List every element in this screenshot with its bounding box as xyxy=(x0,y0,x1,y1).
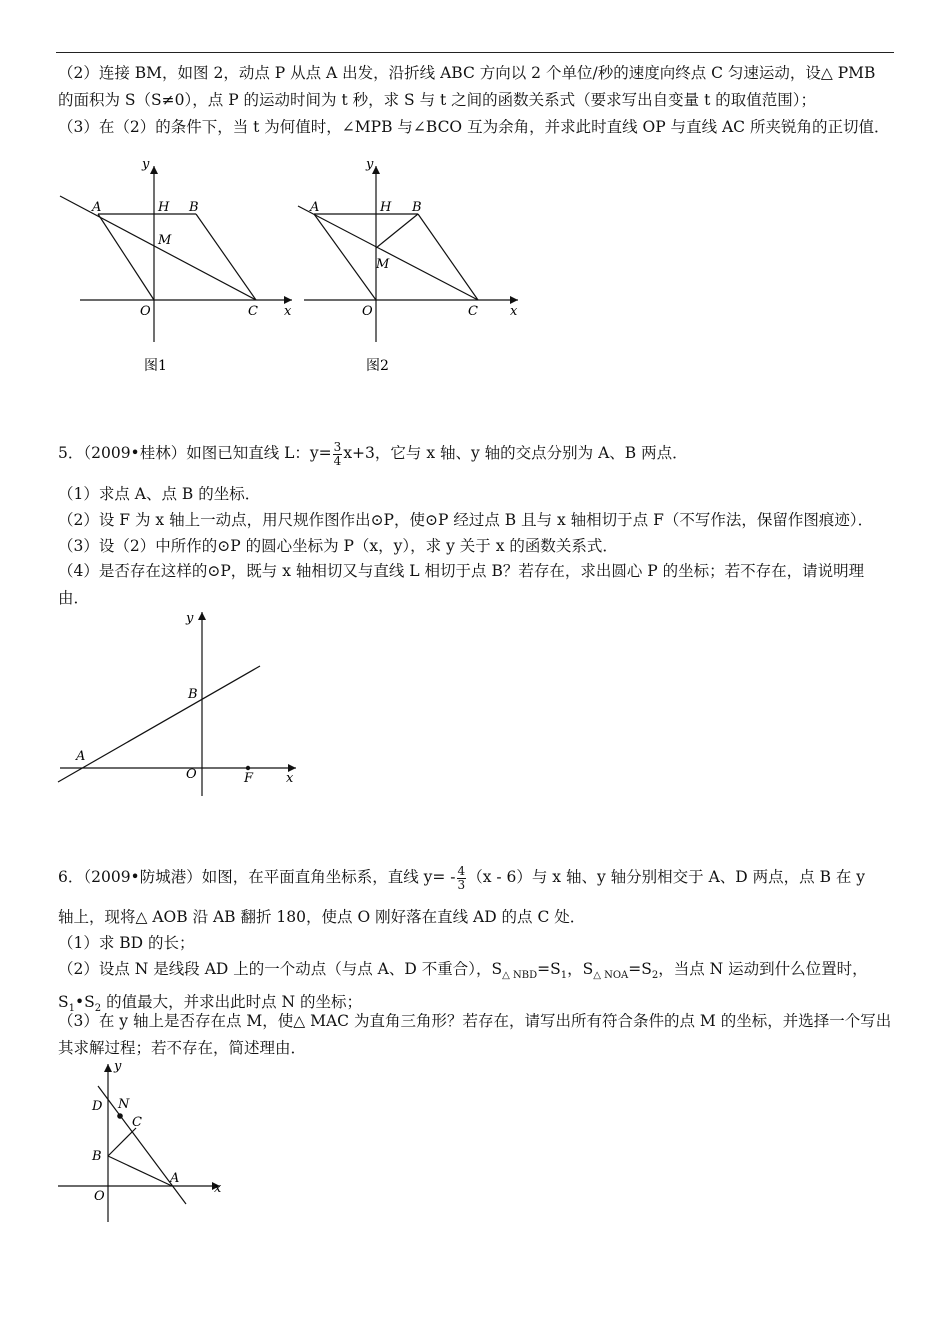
label-O: O xyxy=(186,767,197,782)
label-O: O xyxy=(362,304,373,319)
label-F: F xyxy=(244,771,254,786)
label-y: y xyxy=(366,160,374,172)
q6-part1: （1）求 BD 的长； xyxy=(58,934,195,952)
label-H: H xyxy=(158,200,170,215)
label-y: y xyxy=(186,611,194,626)
q4-part2: （2）连接 BM，如图 2，动点 P 从点 A 出发，沿折线 ABC 方向以 2 个单位/秒的速度向终点 C 匀速运动，设△ PMB 的面积为 S（S≠0），点 P 的运动时间为 t 秒，求 S 与 t 之间的函数关系式（要求写出自变量 t 的取值范围）； xyxy=(58,64,876,109)
point-F xyxy=(246,766,250,770)
label-x: x xyxy=(286,771,294,786)
label-H: H xyxy=(380,200,392,215)
label-x: x xyxy=(214,1181,222,1196)
q6-intro-cont: 轴上，现将△ AOB 沿 AB 翻折 180，使点 O 刚好落在直线 AD 的点 C 处． xyxy=(58,908,586,926)
label-A: A xyxy=(170,1171,180,1186)
label-D: D xyxy=(92,1099,103,1114)
fraction-4-3: $\frac{4}{3}$ xyxy=(457,863,466,892)
top-rule xyxy=(56,52,894,53)
label-M: M xyxy=(158,233,172,248)
label-M: M xyxy=(376,257,390,272)
label-x: x xyxy=(510,304,518,319)
line-L xyxy=(58,666,260,782)
label-O: O xyxy=(94,1189,105,1204)
figure-2-caption: 图2 xyxy=(366,358,389,374)
point-N xyxy=(117,1113,123,1119)
q4-figure-1 xyxy=(56,160,296,380)
label-O: O xyxy=(140,304,151,319)
label-C: C xyxy=(248,304,258,319)
q5-part1: （1）求点 A、点 B 的坐标． xyxy=(58,485,261,503)
q5-part4: （4）是否存在这样的⊙P，既与 x 轴相切又与直线 L 相切于点 B？若存在，求出圆心 P 的坐标；若不存在，请说明理由． xyxy=(58,562,865,607)
q4-figure-2 xyxy=(294,160,534,380)
q5-intro: 5．（2009•桂林）如图已知直线 L：y= $\frac{3}{4}$ x+3，它与 x 轴、y 轴的交点分别为 A、B 两点． xyxy=(58,439,688,468)
label-B: B xyxy=(412,200,422,215)
label-x: x xyxy=(284,304,292,319)
label-B: B xyxy=(188,687,198,702)
figure-1-caption: 图1 xyxy=(144,358,167,374)
label-N: N xyxy=(118,1097,130,1112)
label-B: B xyxy=(189,200,199,215)
label-A: A xyxy=(76,749,86,764)
q5-figure xyxy=(56,604,306,804)
label-B: B xyxy=(92,1149,102,1164)
label-y: y xyxy=(142,160,150,172)
label-C: C xyxy=(468,304,478,319)
q6-intro: 6．（2009•防城港）如图，在平面直角坐标系，直线 y= - $\frac{4}{3}$ （x - 6）与 x 轴、y 轴分别相交于 A、D 两点，点 B 在 y xyxy=(58,863,866,892)
q6-part2: （2）设点 N 是线段 AD 上的一个动点（与点 A、D 不重合），$S_{\triangle NBD}=S_1$，$S_{\triangle NOA}=S_2$，当点 N 运动到什么位置时， $S_1•S_2$ 的值最大，并求出此时点 N 的坐标； xyxy=(58,960,868,1015)
label-A: A xyxy=(92,200,102,215)
label-A: A xyxy=(310,200,320,215)
q6-part3: （3）在 y 轴上是否存在点 M，使△ MAC 为直角三角形？若存在，请写出所有符合条件的点 M 的坐标，并选择一个写出其求解过程；若不存在，简述理由． xyxy=(58,1012,892,1057)
label-C: C xyxy=(132,1115,142,1130)
label-y: y xyxy=(114,1059,122,1074)
q6-figure xyxy=(56,1058,236,1228)
q5-part3: （3）设（2）中所作的⊙P 的圆心坐标为 P（x，y），求 y 关于 x 的函数关系式． xyxy=(58,537,618,555)
q5-part2: （2）设 F 为 x 轴上一动点，用尺规作图作出⊙P，使⊙P 经过点 B 且与 x 轴相切于点 F（不写作法，保留作图痕迹）． xyxy=(58,511,874,529)
fraction-3-4: $\frac{3}{4}$ xyxy=(333,439,342,468)
q4-part3: （3）在（2）的条件下，当 t 为何值时，∠MPB 与∠BCO 互为余角，并求此时直线 OP 与直线 AC 所夹锐角的正切值． xyxy=(58,118,890,136)
